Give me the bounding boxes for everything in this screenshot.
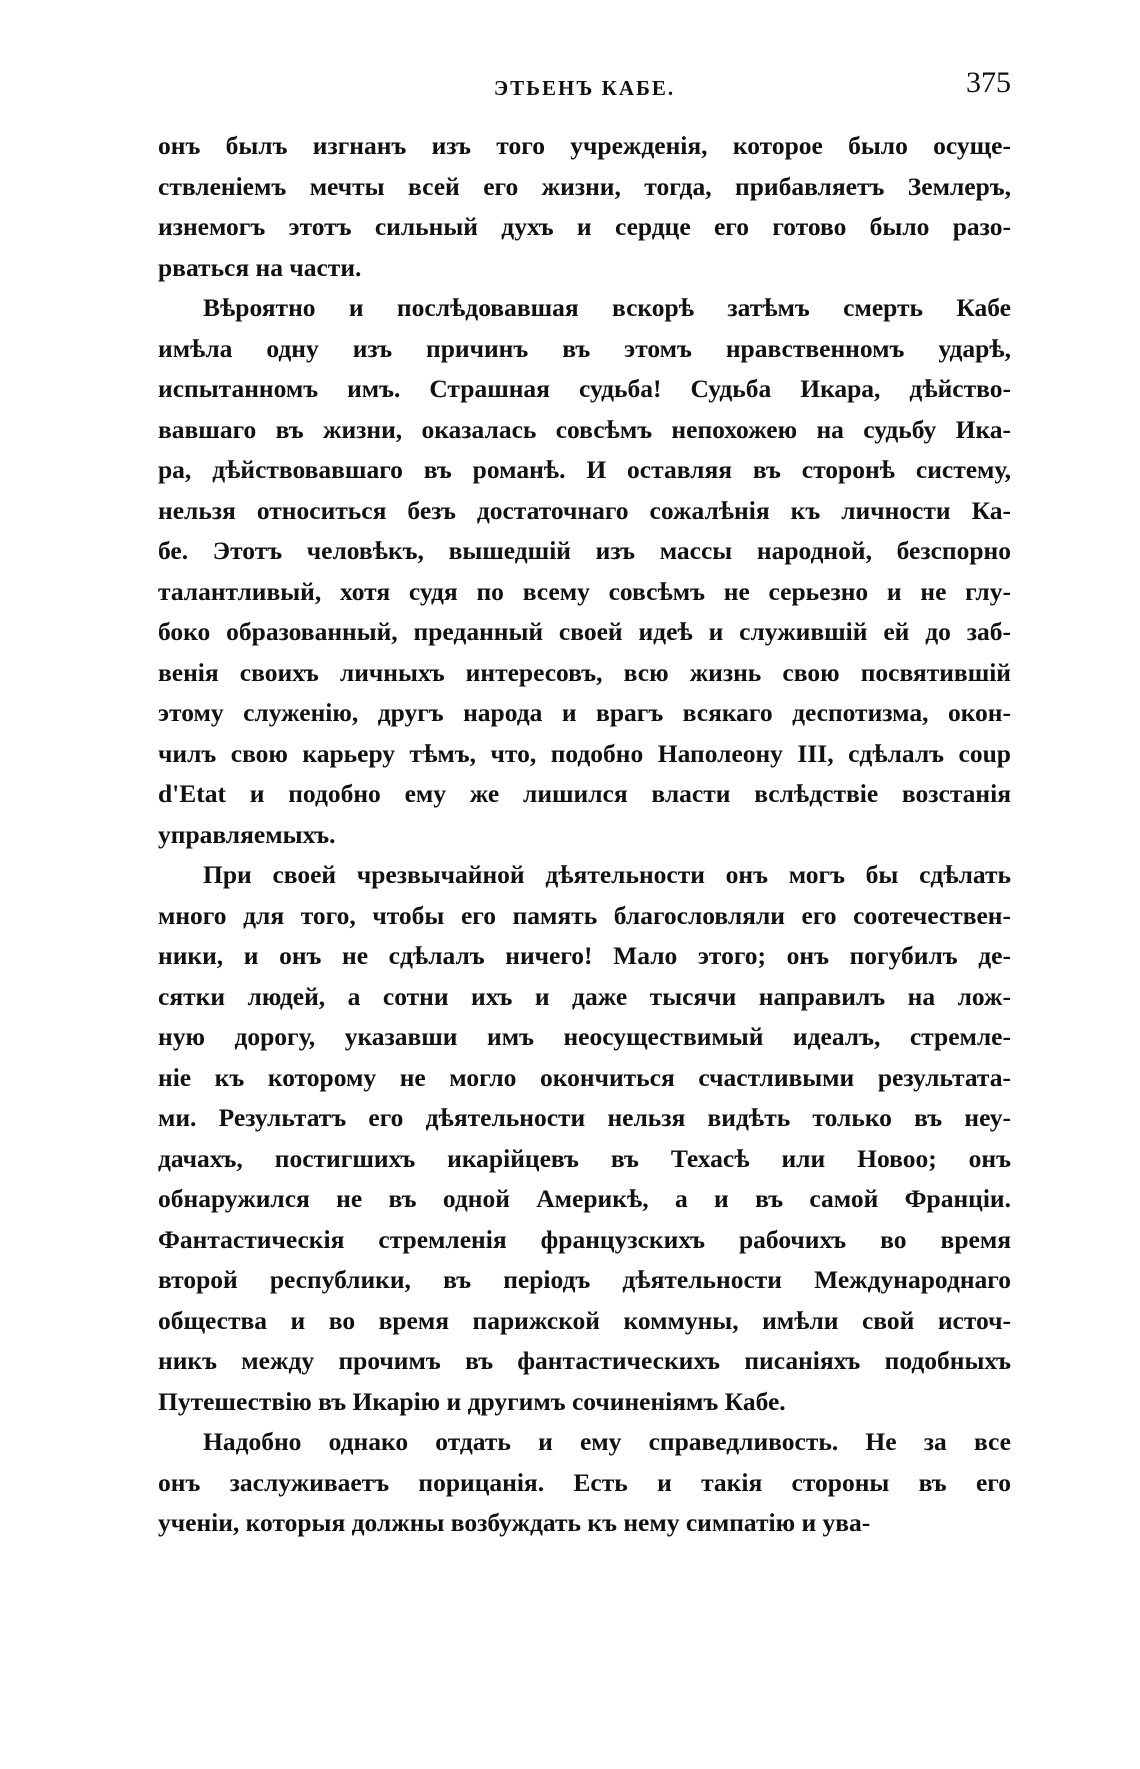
text-line: нельзя относиться безъ достаточнаго сожалѣнія къ личности Ка- [158, 495, 1011, 525]
text-line: венія своихъ личныхъ интересовъ, всю жизнь свою посвятившій [158, 657, 1011, 687]
text-line: Вѣроятно и послѣдовавшая вскорѣ затѣмъ смерть Кабе [203, 293, 1011, 322]
text-line: d'Etat и подобно ему же лишился власти вслѣдствіе возстанія [158, 779, 1011, 808]
paragraph [158, 855, 1011, 1422]
text-line: управляемыхъ. [158, 819, 336, 849]
paragraph [158, 1422, 1011, 1544]
text-line: общества и во время парижской коммуны, имѣли свой источ- [158, 1305, 1011, 1335]
text-line: талантливый, хотя судя по всему совсѣмъ не серьезно и не глу- [158, 576, 1011, 606]
page-header [158, 66, 1011, 106]
text-line: обнаружился не въ одной Америкѣ, а и въ самой Франціи. [158, 1184, 1011, 1213]
text-line: онъ заслуживаетъ порицанія. Есть и такія стороны въ его [158, 1467, 1011, 1497]
text-line: При своей чрезвычайной дѣятельности онъ могъ бы сдѣлать [203, 860, 1011, 889]
text-line: ную дорогу, указавши имъ неосуществимый идеалъ, стремле- [158, 1022, 1011, 1051]
text-line: этому служенію, другъ народа и врагъ всякаго деспотизма, окон- [158, 698, 1011, 727]
text-line: изнемогъ этотъ сильный духъ и сердце его готово было разо- [158, 212, 1011, 241]
text-line: ми. Результатъ его дѣятельности нельзя видѣть только въ неу- [158, 1103, 1011, 1132]
text-line: ніе къ которому не могло окончиться счастливыми результата- [158, 1062, 1011, 1092]
text-line: ра, дѣйствовавшаго въ романѣ. И оставляя въ сторонѣ систему, [158, 455, 1011, 484]
text-line: ученіи, которыя должны возбуждать къ нему симпатію и ува- [158, 1508, 871, 1537]
text-line: сятки людей, а сотни ихъ и даже тысячи направилъ на лож- [158, 981, 1011, 1011]
running-head: ЭТЬЕНЪ КАБЕ. [493, 76, 676, 100]
text-line: дачахъ, постигшихъ икарійцевъ въ Техасѣ или Новоо; онъ [158, 1143, 1011, 1173]
text-line: рваться на части. [158, 252, 362, 282]
page-number: 375 [966, 66, 1011, 99]
text-line: бе. Этотъ человѣкъ, вышедшій изъ массы народной, безспорно [158, 536, 1011, 565]
text-line: много для того, чтобы его память благословляли его соотечествен- [158, 900, 1011, 930]
paragraph [158, 288, 1011, 855]
text-line: второй республики, въ періодъ дѣятельности Международнаго [158, 1265, 1011, 1294]
text-line: боко образованный, преданный своей идеѣ и служившій ей до заб- [158, 617, 1011, 646]
text-line: ники, и онъ не сдѣлалъ ничего! Мало этого; онъ погубилъ де- [158, 941, 1011, 970]
text-line: вавшаго въ жизни, оказалась совсѣмъ непохожею на судьбу Ика- [158, 414, 1011, 444]
text-line: ствленіемъ мечты всей его жизни, тогда, прибавляетъ Землеръ, [158, 171, 1011, 201]
text-line: имѣла одну изъ причинъ въ этомъ нравственномъ ударѣ, [158, 333, 1011, 363]
text-line: испытанномъ имъ. Страшная судьба! Судьба Икара, дѣйство- [158, 374, 1011, 403]
paragraph [158, 126, 1011, 288]
text-line: никъ между прочимъ въ фантастическихъ писаніяхъ подобныхъ [158, 1346, 1011, 1375]
body-text [158, 126, 1011, 1544]
text-line: онъ былъ изгнанъ изъ того учрежденія, которое было осуще- [158, 131, 1011, 160]
text-line: Надобно однако отдать и ему справедливость. Не за все [203, 1427, 1011, 1456]
text-line: Путешествію въ Икарію и другимъ сочиненіямъ Кабе. [158, 1386, 786, 1416]
text-line: чилъ свою карьеру тѣмъ, что, подобно Наполеону III, сдѣлалъ coup [158, 738, 1011, 768]
text-line: Фантастическія стремленія французскихъ рабочихъ во время [158, 1224, 1011, 1254]
